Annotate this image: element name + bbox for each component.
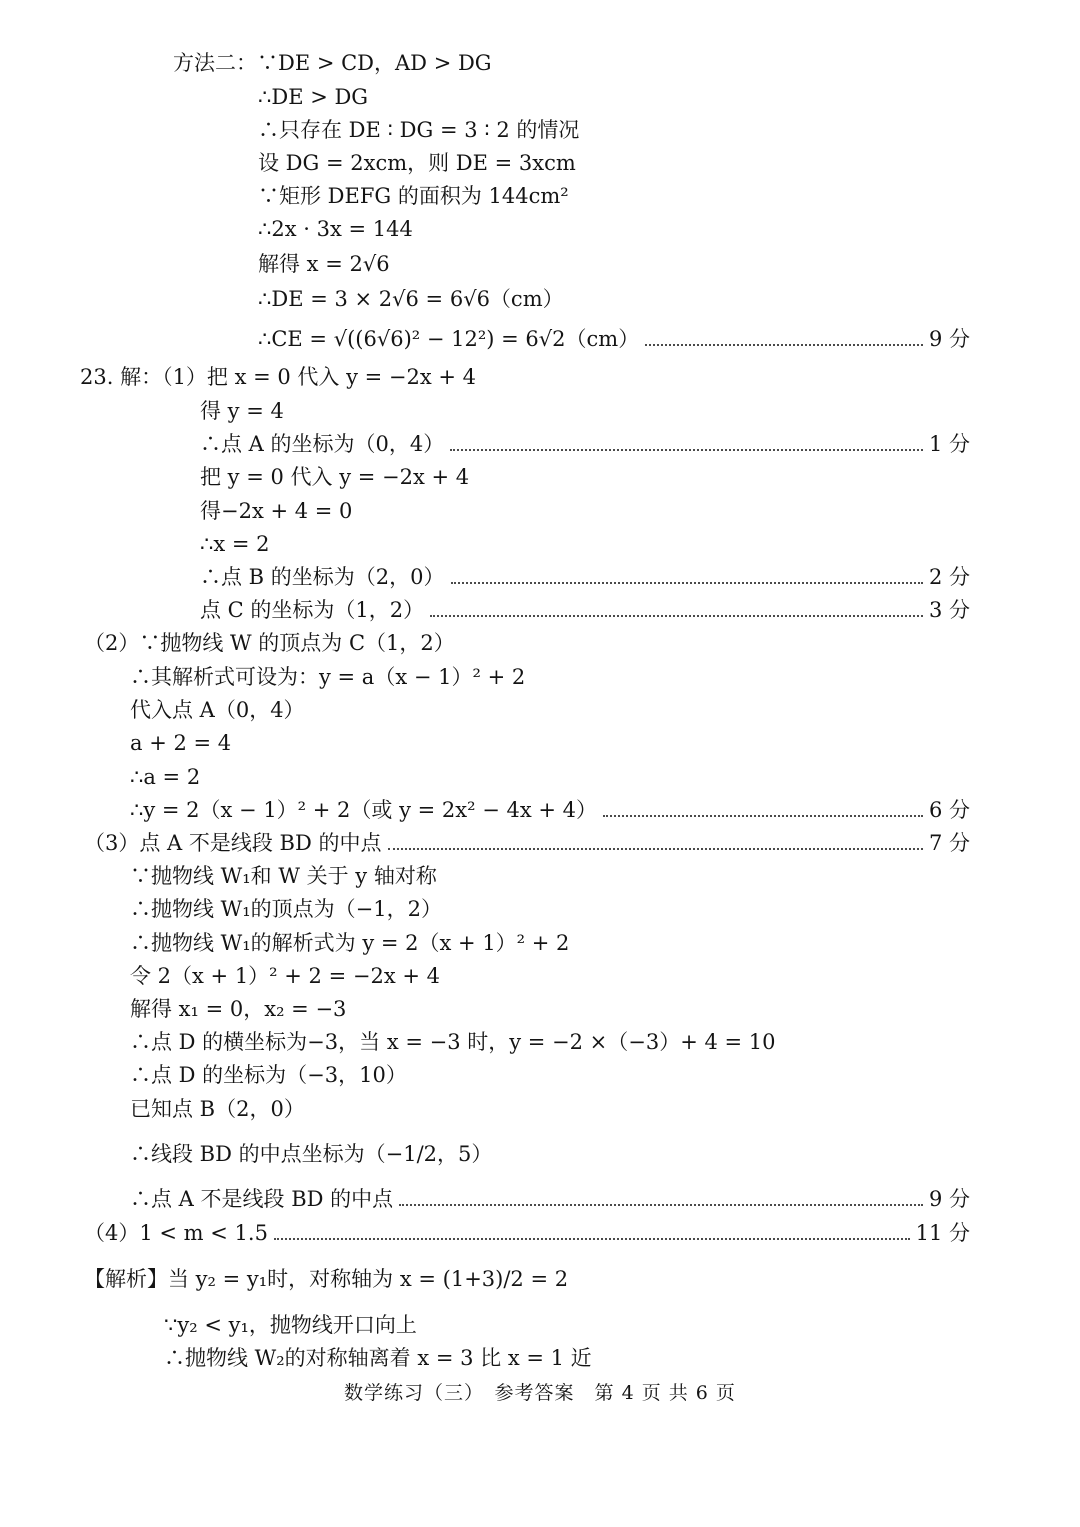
method2-line-3: ∴只存在 DE ∶ DG = 3 ∶ 2 的情况: [258, 118, 580, 142]
score-label: 2 分: [928, 565, 970, 589]
method2-line-5: ∵矩形 DEFG 的面积为 144cm²: [258, 184, 569, 208]
score-label: 1 分: [928, 432, 970, 456]
method2-line-6: ∴2x · 3x = 144: [258, 217, 413, 241]
q23-p3-line-6: 解得 x₁ = 0，x₂ = −3: [130, 997, 347, 1021]
method2-line-ce: [258, 322, 970, 356]
q23-p3-line-10: ∴线段 BD 的中点坐标为（−1/2，5）: [130, 1142, 493, 1166]
q23-p1-line-6: [200, 560, 970, 594]
score-label: 7 分: [928, 831, 970, 855]
q23-p3-line-4: ∴抛物线 W₁的解析式为 y = 2（x + 1）² + 2: [130, 931, 570, 955]
leader-dots: [388, 848, 923, 850]
score-label: 3 分: [928, 598, 970, 622]
q23-p2-line-4: a + 2 = 4: [130, 731, 232, 755]
line-text: ∴点 A 不是线段 BD 的中点: [130, 1187, 394, 1211]
line-text: 点 C 的坐标为（1，2）: [200, 598, 425, 622]
q23-p2-line-2: ∴其解析式可设为：y = a（x − 1）² + 2: [130, 665, 526, 689]
leader-dots: [399, 1204, 923, 1206]
q23-p3-line-5: 令 2（x + 1）² + 2 = −2x + 4: [130, 964, 440, 988]
line-text: ∴点 A 的坐标为（0，4）: [200, 432, 445, 456]
method2-line-2: ∴DE > DG: [258, 85, 369, 109]
q23-p3-line-3: ∴抛物线 W₁的顶点为（−1，2）: [130, 897, 442, 921]
page-footer: 数学练习（三） 参考答案 第 4 页 共 6 页: [344, 1382, 736, 1404]
q23-p3-line-7: ∴点 D 的横坐标为−3，当 x = −3 时，y = −2 ×（−3）+ 4 = 10: [130, 1030, 776, 1054]
q23-p1-line-7: [200, 593, 970, 627]
q23-p3-line-11: [130, 1182, 970, 1216]
score-label: 9 分: [928, 1187, 970, 1211]
q23-p2-line-3: 代入点 A（0，4）: [130, 698, 305, 722]
q23-p3-line-1: [84, 826, 970, 860]
q23-p2-line-6: [130, 793, 970, 827]
leader-dots: [430, 615, 923, 617]
line-text: ∴y = 2（x − 1）² + 2（或 y = 2x² − 4x + 4）: [130, 798, 597, 822]
line-text: ∴点 B 的坐标为（2，0）: [200, 565, 445, 589]
method2-line-4: 设 DG = 2xcm，则 DE = 3xcm: [258, 151, 576, 175]
score-label: 9 分: [928, 327, 970, 351]
analysis-line-2: ∵y₂ < y₁，抛物线开口向上: [164, 1313, 417, 1337]
q23-p2-line-1: （2）∵抛物线 W 的顶点为 C（1，2）: [84, 631, 455, 655]
line-text: （3）点 A 不是线段 BD 的中点: [84, 831, 382, 855]
leader-dots: [274, 1238, 910, 1240]
method2-ce-text: ∴CE = √((6√6)² − 12²) = 6√2（cm）: [258, 327, 640, 351]
q23-head: 23. 解：（1）把 x = 0 代入 y = −2x + 4: [80, 365, 477, 389]
analysis-line-3: ∴抛物线 W₂的对称轴离着 x = 3 比 x = 1 近: [164, 1346, 592, 1370]
method2-line-1: 方法二：∵DE > CD，AD > DG: [173, 51, 492, 75]
score-label: 11 分: [915, 1221, 970, 1245]
q23-p3-line-2: ∵抛物线 W₁和 W 关于 y 轴对称: [130, 864, 437, 888]
leader-dots: [450, 449, 923, 451]
leader-dots: [645, 344, 923, 346]
q23-p1-line-1: 得 y = 4: [200, 399, 284, 423]
leader-dots: [451, 582, 923, 584]
score-label: 6 分: [928, 798, 970, 822]
line-text: （4）1 < m < 1.5: [84, 1221, 268, 1245]
q23-p1-line-3: 把 y = 0 代入 y = −2x + 4: [200, 465, 470, 489]
leader-dots: [603, 815, 923, 817]
q23-p1-line-5: ∴x = 2: [200, 532, 270, 556]
q23-p2-line-5: ∴a = 2: [130, 765, 201, 789]
q23-p1-line-2: [200, 427, 970, 461]
method2-line-8: ∴DE = 3 × 2√6 = 6√6（cm）: [258, 287, 564, 311]
q23-p3-line-9: 已知点 B（2，0）: [130, 1097, 305, 1121]
q23-p3-line-8: ∴点 D 的坐标为（−3，10）: [130, 1063, 407, 1087]
q23-p4-line: [84, 1216, 970, 1250]
analysis-line-1: 【解析】当 y₂ = y₁时，对称轴为 x = (1+3)/2 = 2: [84, 1267, 569, 1291]
q23-p1-line-4: 得−2x + 4 = 0: [200, 499, 353, 523]
method2-line-7: 解得 x = 2√6: [258, 252, 390, 276]
